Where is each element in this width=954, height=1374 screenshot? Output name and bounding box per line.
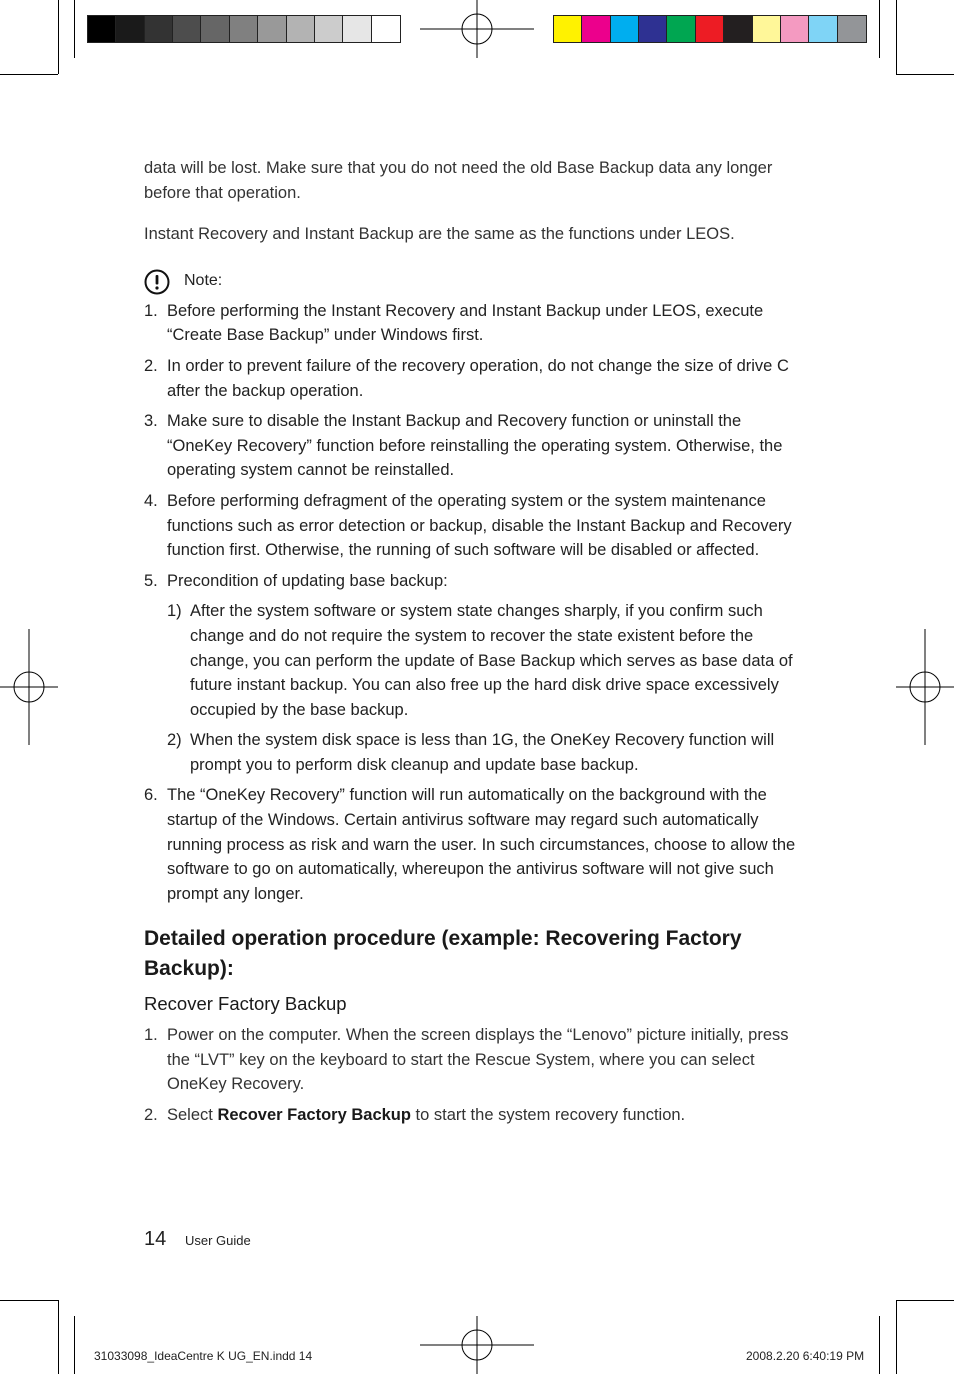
page-content [144, 156, 796, 1133]
sub-list [167, 599, 796, 777]
color-swatch [173, 16, 201, 42]
sub-list-number: 1) [167, 602, 182, 621]
color-swatch [611, 16, 639, 42]
list-text: Make sure to disable the Instant Backup and Recovery function or uninstall the “OneKey Recovery” function before reinstalling the operating system. Otherwise, the operating system cannot be reinstalled. [167, 412, 783, 480]
color-swatch [554, 16, 582, 42]
grayscale-color-bar [87, 15, 401, 43]
color-swatch [315, 16, 343, 42]
color-swatch [781, 16, 809, 42]
color-swatch [753, 16, 781, 42]
list-text: In order to prevent failure of the recovery operation, do not change the size of drive C after the backup operation. [167, 356, 789, 400]
step-suffix: to start the system recovery function. [410, 1105, 686, 1124]
slug-timestamp: 2008.2.20 6:40:19 PM [746, 1349, 865, 1363]
color-swatch [838, 16, 866, 42]
list-text: Precondition of updating base backup: [167, 571, 448, 590]
color-swatch [230, 16, 258, 42]
list-item [144, 489, 796, 563]
step-text: Power on the computer. When the screen displays the “Lenovo” picture initially, press the “LVT” key on the keyboard to start the Rescue System, where you can select OneKey Recovery. [167, 1026, 789, 1094]
color-swatch [809, 16, 837, 42]
subsection-heading: Recover Factory Backup [144, 993, 347, 1015]
list-item [144, 299, 796, 348]
registration-mark-bottom [420, 1316, 534, 1374]
list-number: 6. [144, 786, 158, 805]
registration-mark-right [896, 629, 954, 745]
color-swatch [696, 16, 724, 42]
color-swatch [116, 16, 144, 42]
registration-mark-left [0, 629, 58, 745]
section-heading: Detailed operation procedure (example: Recovering Factory Backup): [144, 927, 742, 981]
color-swatch [343, 16, 371, 42]
color-swatch [145, 16, 173, 42]
note-label: Note: [184, 272, 223, 290]
sub-list-item [167, 599, 796, 722]
list-item [144, 569, 796, 778]
color-swatch [201, 16, 229, 42]
color-swatch [88, 16, 116, 42]
list-item [144, 409, 796, 483]
step-prefix: Select [167, 1105, 218, 1124]
color-swatch [287, 16, 315, 42]
sub-list-item [167, 728, 796, 777]
list-number: 4. [144, 491, 158, 510]
color-swatch [372, 16, 400, 42]
note-list [144, 299, 796, 907]
list-item [144, 354, 796, 403]
step-emphasis: Recover Factory Backup [217, 1105, 411, 1124]
sub-list-number: 2) [167, 731, 182, 750]
list-text: The “OneKey Recovery” function will run automatically on the background with the startup of the Windows. Certain antivirus software may regard such automatically running process as risk and warn the user. In such circumstances, choose to allow the software to go on automatically, whereupon the antivirus software will not give such prompt any longer. [167, 786, 796, 903]
procedure-list [144, 1023, 796, 1127]
procedure-step [144, 1023, 796, 1097]
sub-list-text: When the system disk space is less than 1G, the OneKey Recovery function will prompt you to perform disk cleanup and update base backup. [190, 731, 775, 774]
list-text: Before performing the Instant Recovery and Instant Backup under LEOS, execute “Create Base Backup” under Windows first. [167, 301, 764, 345]
procedure-step [144, 1103, 796, 1128]
page-number: 14 [144, 1228, 167, 1250]
intro-paragraph-1: data will be lost. Make sure that you do not need the old Base Backup data any longer before that operation. [144, 159, 773, 202]
color-swatch [258, 16, 286, 42]
exclamation-icon [144, 269, 170, 295]
intro-paragraph-2: Instant Recovery and Instant Backup are the same as the functions under LEOS. [144, 225, 735, 244]
color-swatch [667, 16, 695, 42]
note-header [144, 269, 796, 295]
registration-mark-top [420, 0, 534, 58]
list-number: 2. [144, 356, 158, 375]
slug-file-info: 31033098_IdeaCentre K UG_EN.indd 14 [94, 1349, 313, 1363]
color-swatch [724, 16, 752, 42]
sub-list-text: After the system software or system state changes sharply, if you confirm such change and do not require the system to recover the state existent before the change, you can perform the update of Base Backup which serves as base data of future instant backup. You can also free up the hard disk drive space excessively occupied by the base backup. [190, 602, 793, 719]
step-number: 2. [144, 1105, 158, 1124]
color-swatch [639, 16, 667, 42]
list-number: 5. [144, 571, 158, 590]
list-item [144, 783, 796, 906]
step-number: 1. [144, 1026, 158, 1045]
list-text: Before performing defragment of the operating system or the system maintenance functions such as error detection or backup, disable the Instant Backup and Recovery function first. Otherwise, the running of such software will be disabled or affected. [167, 491, 792, 560]
footer-label: User Guide [185, 1233, 251, 1248]
color-swatch [582, 16, 610, 42]
process-color-bar [553, 15, 867, 43]
list-number: 1. [144, 301, 158, 320]
list-number: 3. [144, 412, 158, 431]
